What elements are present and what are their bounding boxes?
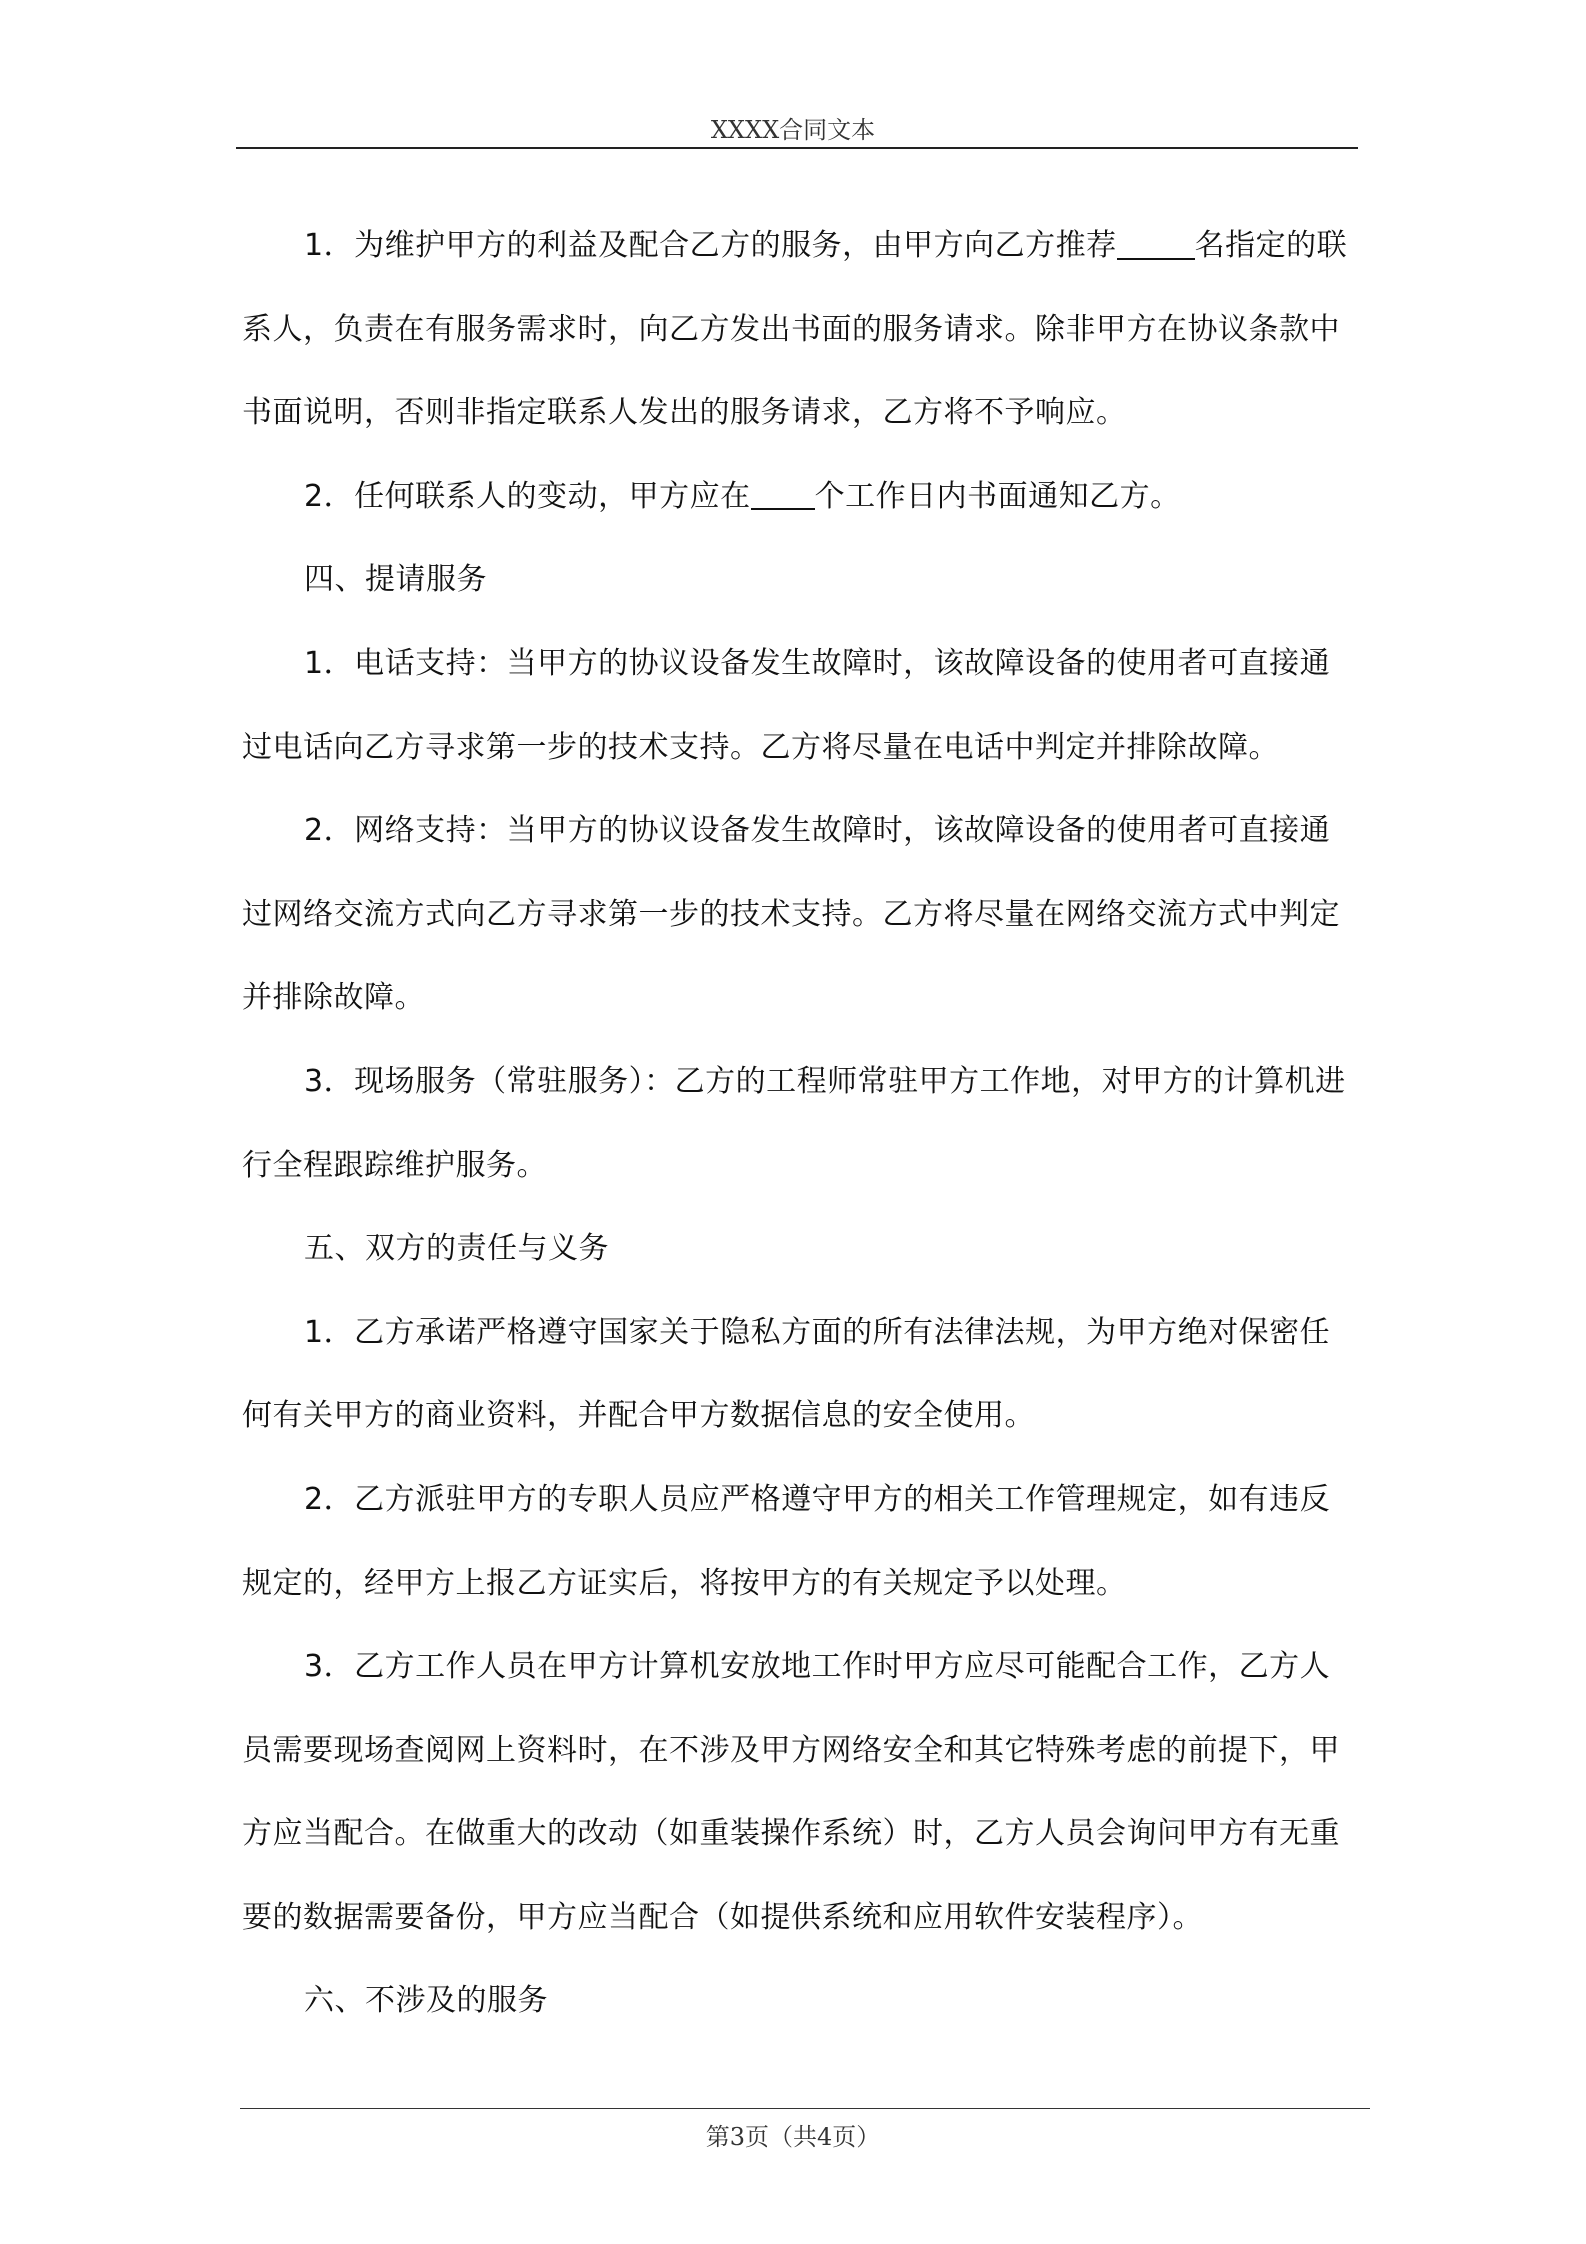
- paragraph-text: 名指定的联系人，负责在有服务需求时，向乙方发出书面的服务请求。除非甲方在协议条款中书面说明，否则非指定联系人发出的服务请求，乙方将不予响应。: [242, 228, 1348, 431]
- paragraph-phone-support: 1．电话支持：当甲方的协议设备发生故障时，该故障设备的使用者可直接通过电话向乙方寻求第一步的技术支持。乙方将尽量在电话中判定并排除故障。: [242, 645, 1331, 765]
- paragraph-cooperation: 3．乙方工作人员在甲方计算机安放地工作时甲方应尽可能配合工作，乙方人员需要现场查阅网上资料时，在不涉及甲方网络安全和其它特殊考虑的前提下，甲方应当配合。在做重大的改动（如重装操作系统）时，乙方人员会询问甲方有无重要的数据需要备份，甲方应当配合（如提供系统和应用软件安装程序）。: [242, 1649, 1340, 1935]
- page-number: 第3页（共4页）: [705, 2123, 881, 2151]
- fill-in-blank[interactable]: [751, 478, 815, 510]
- header-rule: [236, 147, 1358, 149]
- page-header: XXXX合同文本: [710, 116, 876, 144]
- paragraph-text: 1．为维护甲方的利益及配合乙方的服务，由甲方向乙方推荐: [304, 228, 1117, 263]
- paragraph-network-support: 2．网络支持：当甲方的协议设备发生故障时，该故障设备的使用者可直接通过网络交流方式向乙方寻求第一步的技术支持。乙方将尽量在网络交流方式中判定并排除故障。: [242, 813, 1340, 1016]
- paragraph-staff-rules: 2．乙方派驻甲方的专职人员应严格遵守甲方的相关工作管理规定，如有违反规定的，经甲方上报乙方证实后，将按甲方的有关规定予以处理。: [242, 1481, 1331, 1601]
- paragraph-text: 2．任何联系人的变动，甲方应在: [304, 478, 751, 514]
- paragraph-contact-change: [242, 455, 1356, 539]
- document-body: [242, 204, 1356, 2043]
- footer-rule: [240, 2108, 1370, 2109]
- paragraph-onsite-service: 3．现场服务（常驻服务）：乙方的工程师常驻甲方工作地，对甲方的计算机进行全程跟踪维护服务。: [242, 1063, 1346, 1183]
- section-heading-responsibilities: 五、双方的责任与义务: [304, 1231, 609, 1267]
- section-heading-excluded-services: 六、不涉及的服务: [304, 1983, 548, 2019]
- section-heading-request-service: 四、提请服务: [304, 562, 487, 598]
- paragraph-contact-person: [242, 204, 1356, 455]
- paragraph-privacy: 1．乙方承诺严格遵守国家关于隐私方面的所有法律法规，为甲方绝对保密任何有关甲方的商业资料，并配合甲方数据信息的安全使用。: [242, 1314, 1331, 1434]
- paragraph-text: 个工作日内书面通知乙方。: [814, 478, 1181, 514]
- fill-in-blank[interactable]: [1117, 228, 1195, 260]
